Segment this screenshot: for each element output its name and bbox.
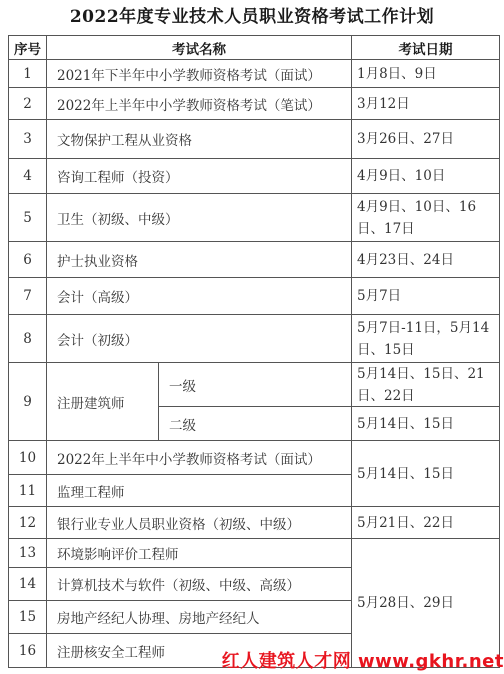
exam-name: 2022年上半年中小学教师资格考试（笔试）: [57, 97, 321, 114]
exam-date: 4月9日、10日、16日、17日: [357, 198, 477, 237]
row-no: 2: [23, 95, 32, 112]
page-title: 2022年度专业技术人员职业资格考试工作计划: [69, 7, 435, 27]
row-no: 16: [18, 642, 37, 659]
exam-level: 二级: [169, 417, 196, 434]
row-no: 10: [18, 449, 37, 466]
exam-date: 3月26日、27日: [357, 131, 454, 147]
exam-name: 房地产经纪人协理、房地产经纪人: [57, 611, 260, 627]
row-no: 13: [18, 545, 37, 561]
exam-date-merged: 5月28日、29日: [357, 595, 454, 611]
exam-name: 文物保护工程从业资格: [57, 133, 192, 149]
exam-date: 5月7日-11日，5月14日、15日: [357, 319, 490, 358]
exam-date: 4月23日、24日: [357, 251, 454, 268]
row-no: 8: [23, 330, 32, 347]
exam-name: 卫生（初级、中级）: [57, 211, 179, 228]
exam-date: 5月21日、22日: [357, 514, 454, 531]
exam-name: 会计（初级）: [57, 332, 138, 349]
exam-name: 护士执业资格: [57, 253, 138, 270]
exam-date: 1月8日、9日: [357, 65, 437, 82]
row-no: 9: [23, 393, 32, 410]
row-no: 5: [23, 209, 32, 226]
exam-date: 5月14日、15日、21日、22日: [357, 365, 485, 404]
row-no: 1: [23, 65, 32, 82]
row-no: 4: [23, 168, 32, 184]
row-no: 14: [18, 576, 37, 592]
exam-name: 银行业专业人员职业资格（初级、中级）: [57, 516, 300, 533]
exam-date: 3月12日: [357, 95, 410, 112]
exam-name: 咨询工程师（投资）: [57, 170, 179, 186]
exam-date: 4月9日、10日: [357, 168, 446, 184]
exam-name: 计算机技术与软件（初级、中级、高级）: [57, 578, 300, 594]
exam-name: 注册核安全工程师: [57, 644, 165, 661]
row-no: 7: [23, 288, 32, 304]
row-no: 6: [23, 251, 32, 268]
exam-name: 环境影响评价工程师: [57, 547, 179, 563]
exam-name: 2021年下半年中小学教师资格考试（面试）: [57, 67, 321, 84]
header-date: 考试日期: [398, 41, 453, 58]
row-no: 12: [18, 514, 37, 531]
exam-name: 监理工程师: [57, 484, 125, 501]
exam-name: 注册建筑师: [57, 395, 125, 412]
exam-name: 会计（高级）: [57, 290, 138, 306]
exam-name: 2022年上半年中小学教师资格考试（面试）: [57, 451, 321, 468]
exam-date: 5月7日: [357, 288, 402, 304]
exam-date: 5月14日、15日: [357, 415, 454, 432]
header-no: 序号: [14, 41, 41, 58]
exam-level: 一级: [169, 378, 196, 395]
row-no: 11: [18, 482, 37, 499]
exam-date-merged: 5月14日、15日: [357, 465, 454, 482]
site-watermark: 红人建筑人才网 www.gkhr.net: [221, 651, 504, 672]
row-no: 3: [23, 131, 32, 147]
row-no: 15: [18, 609, 37, 625]
header-name: 考试名称: [172, 41, 226, 58]
